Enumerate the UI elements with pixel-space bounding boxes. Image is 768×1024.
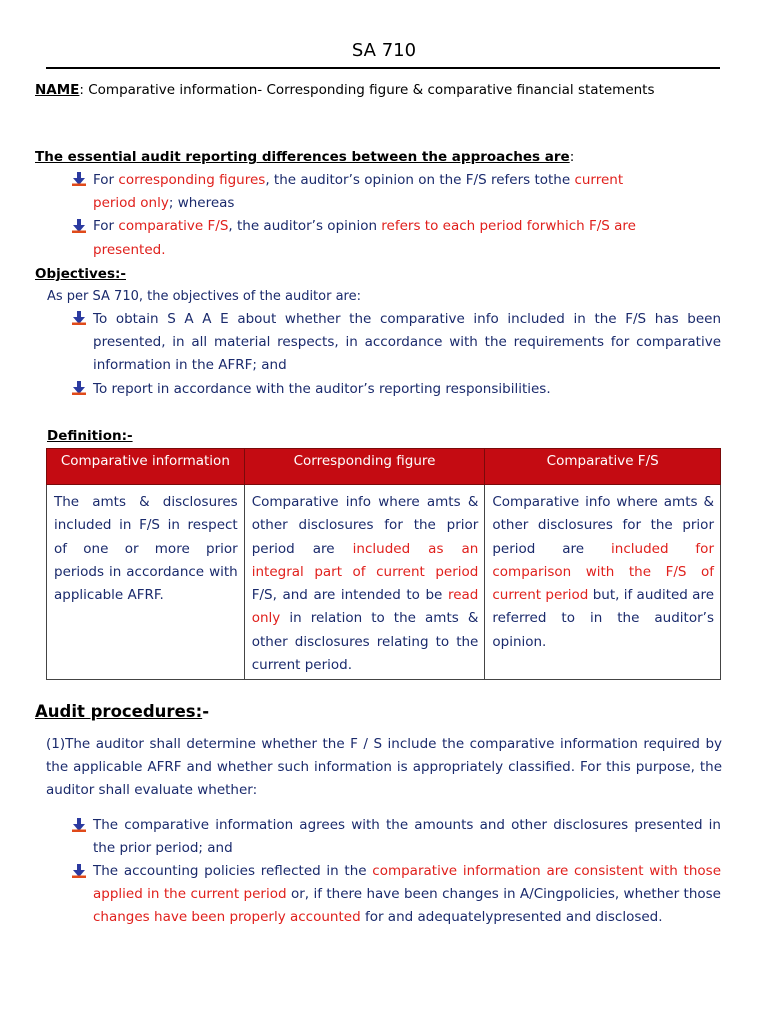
procedures-heading-line: [35, 700, 209, 725]
table-cell-corresponding-figure: Comparative info where amts & other disclosures for the prior period are included as an integral part of current period F/S, and are intended to be read only in relation to the amts & other disclosures relating to the current period.: [244, 485, 485, 680]
procedures-paragraph-1: (1)The auditor shall determine whether the F / S include the comparative information required by the applicable AFRF and whether such information is appropriately classified. For this purpose, the auditor shall evaluate whether:: [46, 736, 722, 798]
table-header-corresponding-figure: Corresponding figure: [244, 449, 485, 485]
table-row: [47, 485, 721, 680]
definition-table-header-row: [47, 449, 721, 485]
procedures-heading-suffix: -: [202, 702, 210, 721]
name-line: [35, 79, 655, 102]
name-text: : Comparative information- Corresponding figure & comparative financial statements: [79, 82, 655, 98]
arrow-bullet-icon: [71, 219, 87, 233]
arrow-bullet-icon: [71, 864, 87, 878]
objective-bullet-1: To obtain S A A E about whether the comparative info included in the F/S has been presented, in all material respects, in accordance with the requirements for comparative information in the AFRF; and: [93, 311, 721, 373]
arrow-bullet-icon: [71, 172, 87, 186]
procedure-bullet-1: The comparative information agrees with the amounts and other disclosures presented in the prior period; and: [93, 817, 721, 856]
table-cell-comparative-information: The amts & disclosures included in F/S in respect of one or more prior periods in accordance with applicable AFRF.: [47, 485, 245, 680]
table-header-comparative-information: Comparative information: [47, 449, 245, 485]
title-rule: [46, 67, 720, 69]
difference-bullet-1-line-1: For corresponding figures, the auditor’s opinion on the F/S refers tothe current: [93, 172, 624, 188]
difference-bullet-2-line-2: presented.: [93, 242, 166, 258]
name-label: NAME: [35, 82, 80, 98]
differences-heading: The essential audit reporting differences between the approaches are: [35, 149, 570, 165]
page-title: SA 710: [351, 40, 417, 61]
definition-heading: Definition:-: [47, 428, 133, 444]
objectives-heading: Objectives:-: [35, 266, 126, 282]
arrow-bullet-icon: [71, 818, 87, 832]
difference-bullet-2-line-1: For comparative F/S, the auditor’s opinion refers to each period forwhich F/S are: [93, 218, 636, 234]
table-cell-comparative-fs: Comparative info where amts & other disclosures for the prior period are included for comparison with the F/S of current period but, if audited are referred to in the auditor’s opinion.: [485, 485, 721, 680]
table-header-comparative-fs: Comparative F/S: [485, 449, 721, 485]
objectives-intro: As per SA 710, the objectives of the auditor are:: [47, 289, 361, 304]
differences-colon: :: [569, 149, 575, 165]
procedures-heading: Audit procedures:: [35, 702, 203, 721]
procedure-bullet-2: The accounting policies reflected in the comparative information are consistent with those applied in the current period or, if there have been changes in A/Cingpolicies, whether those changes have been properly accounted for and adequatelypresented and disclosed.: [93, 863, 721, 925]
definition-table: [46, 448, 721, 680]
difference-bullet-1-line-2: period only; whereas: [93, 195, 235, 211]
arrow-bullet-icon: [71, 311, 87, 325]
objective-bullet-2: To report in accordance with the auditor’s reporting responsibilities.: [93, 381, 551, 397]
arrow-bullet-icon: [71, 381, 87, 395]
differences-heading-line: [35, 146, 574, 169]
